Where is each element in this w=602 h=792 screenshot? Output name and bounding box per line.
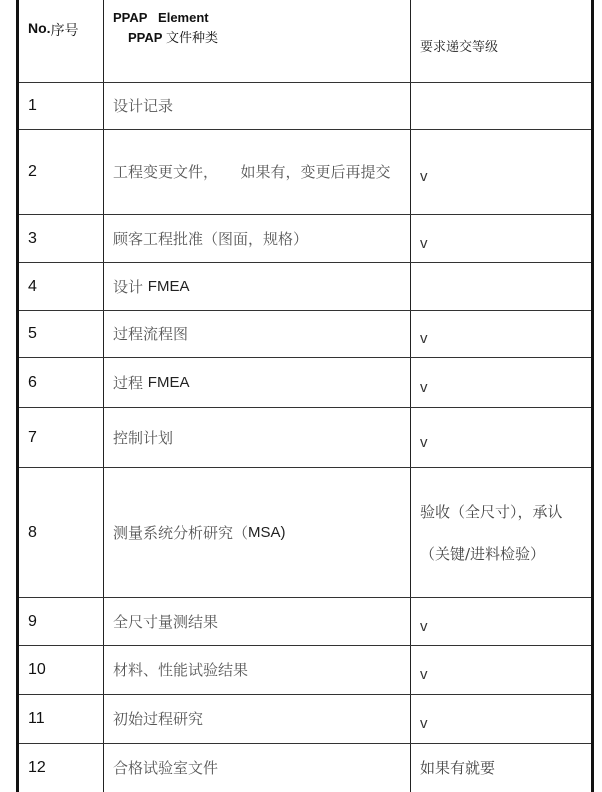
header-element-cn (113, 28, 218, 48)
table-row (19, 598, 591, 646)
row-item: 材料、性能试验结果 (104, 646, 411, 694)
row-no: 1 (19, 83, 104, 129)
row-no: 5 (19, 311, 104, 357)
row-level: v (420, 433, 428, 451)
row-item: 设计记录 (104, 83, 411, 129)
table-row (19, 358, 591, 408)
row-level: v (420, 666, 428, 683)
header-element (104, 0, 411, 82)
row-item (104, 263, 411, 310)
row-no: 8 (19, 468, 104, 597)
row-item: 过程流程图 (104, 311, 411, 357)
table-row (19, 744, 591, 792)
table-row (19, 83, 591, 130)
header-no-label: No. (28, 20, 51, 36)
row-level: v (420, 168, 428, 185)
row-item: 顾客工程批准（图面，规格） (104, 215, 411, 262)
header-level: 要求递交等级 (420, 39, 499, 54)
header-element-cn-text: 文件种类 (162, 30, 219, 45)
row-no: 2 (19, 130, 104, 214)
row-level (411, 83, 591, 129)
row-item: 全尺寸量测结果 (104, 598, 411, 645)
row-no: 12 (19, 744, 104, 792)
table-row (19, 311, 591, 358)
row-no: 6 (19, 358, 104, 407)
row-level: v (420, 330, 428, 347)
row-no: 4 (19, 263, 104, 310)
header-no-cn: 序号 (50, 22, 79, 38)
row-item: 初始过程研究 (104, 695, 411, 743)
row-level: 验收（全尺寸），承认（关键/进料检验） (420, 502, 563, 563)
row-item-en: FMEA (147, 373, 190, 391)
row-item-cn: 设计 (113, 277, 148, 296)
row-no: 10 (19, 646, 104, 694)
row-no: 9 (19, 598, 104, 645)
row-item (104, 358, 411, 407)
table-row (19, 408, 591, 468)
row-item-cn: 测量系统分析研究（ (113, 523, 249, 542)
row-item: 合格试验室文件 (104, 744, 411, 792)
header-element-prefix: PPAP (128, 30, 163, 45)
table-header-row (19, 0, 591, 83)
table-row (19, 695, 591, 744)
row-item-en: FMEA (147, 277, 190, 295)
row-item-en: MSA) (248, 523, 286, 541)
row-level: v (420, 234, 428, 252)
row-no: 7 (19, 408, 104, 467)
row-level: v (420, 715, 428, 732)
header-element-en: PPAP Element (113, 10, 209, 25)
row-level (411, 263, 591, 310)
header-no (19, 0, 104, 82)
table-row (19, 130, 591, 215)
row-item: 工程变更文件， 如果有，变更后再提交 (104, 130, 411, 214)
row-level: v (420, 617, 428, 635)
row-level: v (420, 378, 428, 396)
row-level: 如果有就要 (420, 759, 496, 777)
ppap-table (16, 0, 594, 792)
row-item-cn: 过程 (113, 373, 148, 392)
row-item: 控制计划 (104, 408, 411, 467)
row-item (104, 468, 411, 597)
table-row (19, 646, 591, 695)
table-row (19, 215, 591, 263)
table-row (19, 263, 591, 311)
row-no: 3 (19, 215, 104, 262)
table-row (19, 468, 591, 598)
row-no: 11 (19, 695, 104, 743)
